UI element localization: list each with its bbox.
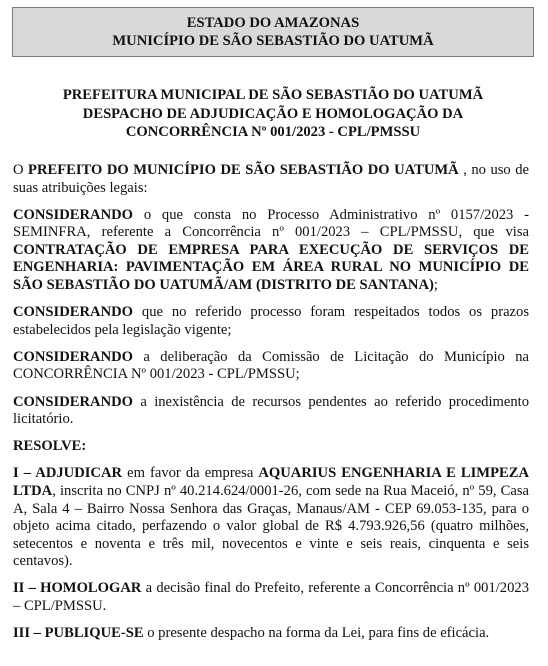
intro-paragraph: O PREFEITO DO MUNICÍPIO DE SÃO SEBASTIÃO DO UATUMÃ , no uso de suas atribuições legais:: [13, 162, 529, 196]
title-line-3: CONCORRÊNCIA Nº 001/2023 - CPL/PMSSU: [125, 124, 421, 140]
item-homologar: II – HOMOLOGAR a decisão final do Prefeito, referente a Concorrência nº 001/2023 – CPL/PMSSU.: [13, 580, 529, 614]
intro-mayor-bold: PREFEITO DO MUNICÍPIO DE SÃO SEBASTIÃO DO UATUMÃ: [28, 162, 459, 178]
considerando-paragraph-2: CONSIDERANDO que no referido processo foram respeitados todos os prazos estabelecidos pela legislação vigente;: [13, 304, 529, 338]
item-adjudicar: I – ADJUDICAR em favor da empresa AQUARIUS ENGENHARIA E LIMPEZA LTDA, inscrita no CNPJ nº 40.214.624/0001-26, com sede na Rua Maceió, nº 59, Casa A, Sala 4 – Bairro Nossa Senhora das Graças, Manaus/AM - CEP 69.053-135, para o objeto acima citado, perfazendo o valor global de R$ 4.793.926,56 (quatro milhões, setecentos e noventa e três mil, novecentos e vinte e seis reais, cinquenta e seis centavos).: [13, 465, 529, 570]
resolve-heading: RESOLVE:: [13, 438, 87, 455]
title-line-2: DESPACHO DE ADJUDICAÇÃO E HOMOLOGAÇÃO DA: [82, 105, 464, 122]
item-publique-se: III – PUBLIQUE-SE o presente despacho na forma da Lei, para fins de eficácia.: [13, 625, 490, 642]
state-header-box: [12, 7, 534, 57]
considerando-paragraph-3: CONSIDERANDO a deliberação da Comissão de Licitação do Município na CONCORRÊNCIA Nº 001/2023 - CPL/PMSSU;: [13, 348, 529, 383]
title-line-1: PREFEITURA MUNICIPAL DE SÃO SEBASTIÃO DO UATUMÃ: [62, 87, 484, 103]
considerando-paragraph-4: CONSIDERANDO a inexistência de recursos pendentes ao referido procedimento licitatório.: [13, 393, 529, 428]
header-state: ESTADO DO AMAZONAS: [186, 15, 360, 31]
company-name-bold: AQUARIUS ENGENHARIA E LIMPEZA LTDA: [13, 465, 529, 499]
header-municipality: MUNICÍPIO DE SÃO SEBASTIÃO DO UATUMÃ: [112, 33, 434, 49]
document-title: [12, 86, 534, 142]
contract-object-bold: CONTRATAÇÃO DE EMPRESA PARA EXECUÇÃO DE SERVIÇOS DE ENGENHARIA: PAVIMENTAÇÃO EM ÁREA RURAL NO MUNICÍPIO DE SÃO SEBASTIÃO DO UATUMÃ/AM (DISTRITO DE SANTANA): [13, 241, 529, 294]
document-body: [13, 162, 529, 652]
considerando-paragraph-1: CONSIDERANDO o que consta no Processo Administrativo nº 0157/2023 - SEMINFRA, referente a Concorrência nº 001/2023 – CPL/PMSSU, que visa CONTRATAÇÃO DE EMPRESA PARA EXECUÇÃO DE SERVIÇOS DE ENGENHARIA: PAVIMENTAÇÃO EM ÁREA RURAL NO MUNICÍPIO DE SÃO SEBASTIÃO DO UATUMÃ/AM (DISTRITO DE SANTANA);: [13, 206, 529, 294]
